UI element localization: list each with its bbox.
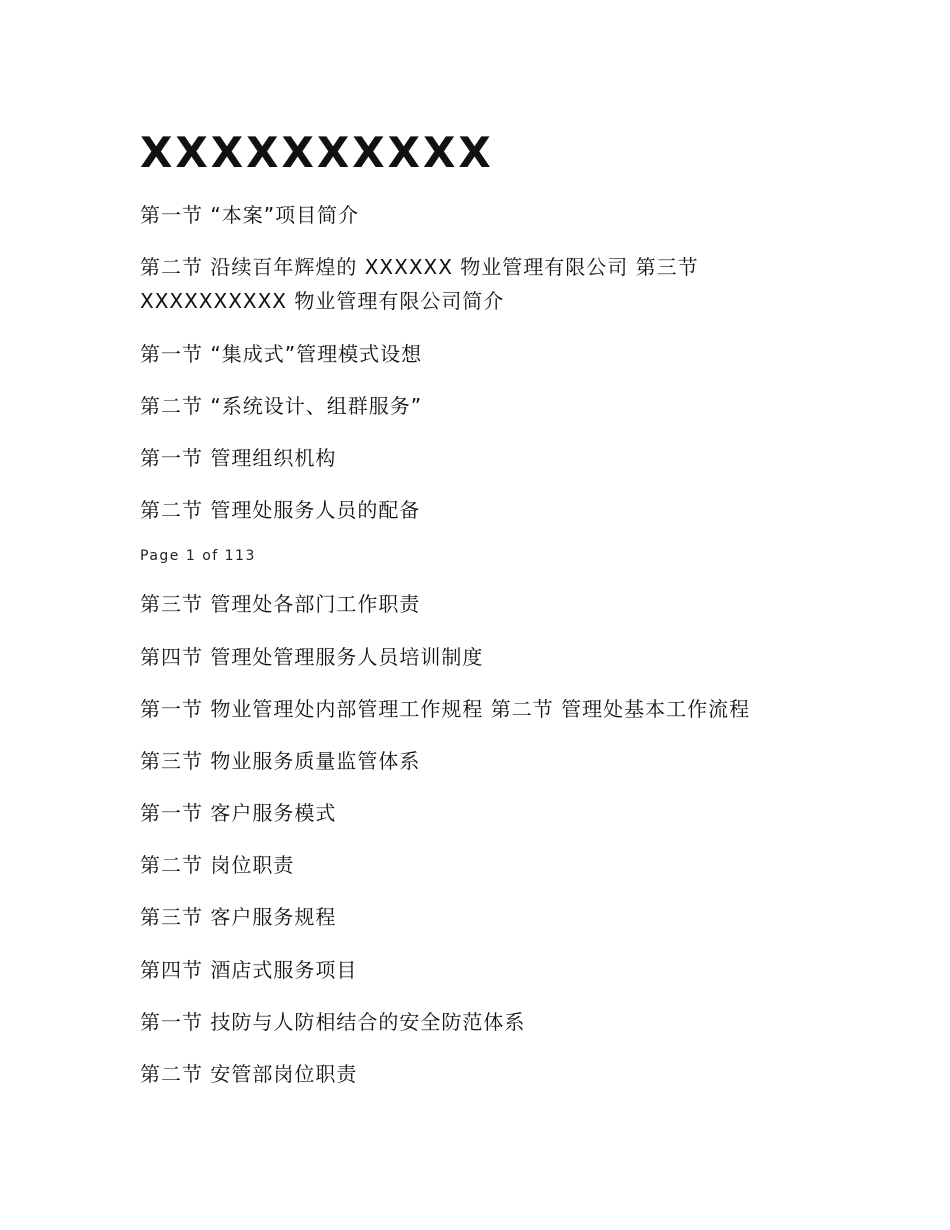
toc-line: 第二节 “系统设计、组群服务” <box>140 394 423 418</box>
toc-line: 第三节 物业服务质量监管体系 <box>140 749 421 773</box>
document-title: XXXXXXXXXX <box>140 128 494 177</box>
toc-line: 第一节 “本案”项目简介 <box>140 203 360 227</box>
toc-line: 第三节 客户服务规程 <box>140 905 337 929</box>
toc-line: 第二节 管理处服务人员的配备 <box>140 498 421 522</box>
page-number: Page 1 of 113 <box>140 548 256 564</box>
toc-line: 第三节 管理处各部门工作职责 <box>140 592 421 616</box>
toc-line: 第一节 技防与人防相结合的安全防范体系 <box>140 1010 526 1034</box>
toc-line: 第一节 客户服务模式 <box>140 801 337 825</box>
toc-line: 第二节 安管部岗位职责 <box>140 1062 358 1086</box>
toc-line: 第一节 管理组织机构 <box>140 446 337 470</box>
toc-line: 第四节 管理处管理服务人员培训制度 <box>140 645 484 669</box>
toc-line: 第一节 “集成式”管理模式设想 <box>140 342 423 366</box>
toc-line: 第四节 酒店式服务项目 <box>140 958 358 982</box>
toc-line: 第二节 沿续百年辉煌的 XXXXXX 物业管理有限公司 第三节 XXXXXXXXXX 物业管理有限公司简介 <box>140 255 699 313</box>
toc-line: 第一节 物业管理处内部管理工作规程 第二节 管理处基本工作流程 <box>140 697 751 721</box>
toc-line: 第二节 岗位职责 <box>140 853 295 877</box>
